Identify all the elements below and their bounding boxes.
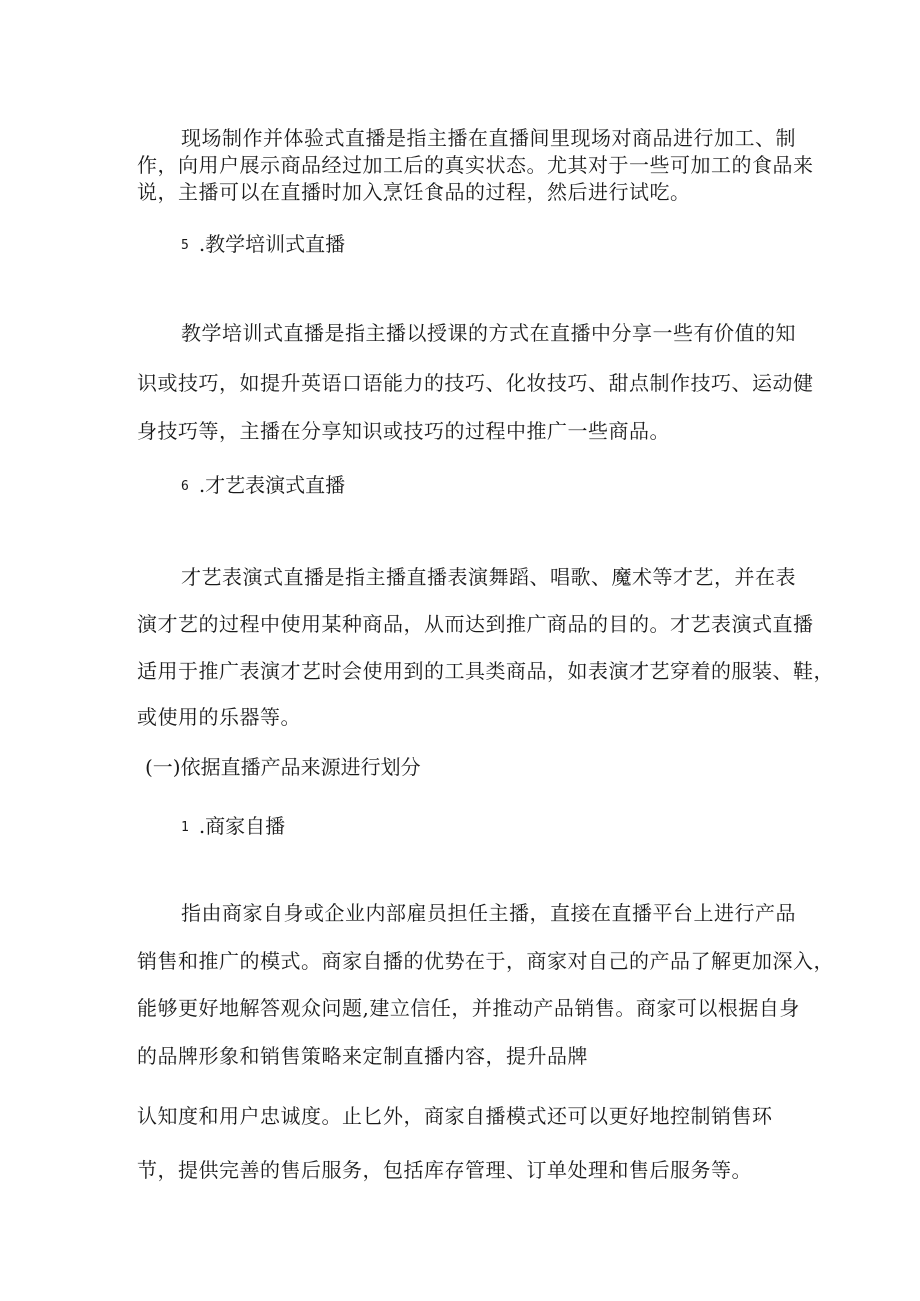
heading-text: .教学培训式直播: [198, 232, 346, 256]
paragraph-line: 演才艺的过程中使用某种商品，从而达到推广商品的目的。才艺表演式直播: [137, 612, 814, 636]
paragraph-line: 身技巧等，主播在分享知识或技巧的过程中推广一些商品。: [137, 419, 670, 443]
heading-number: 1: [181, 820, 189, 835]
paragraph-line: 或使用的乐器等。: [137, 705, 301, 729]
paragraph-line: 教学培训式直播是指主播以授课的方式在直播中分享一些有价值的知: [181, 321, 796, 345]
section-heading-6: [181, 472, 345, 500]
heading-text: .商家自播: [198, 814, 286, 838]
heading-text: .才艺表演式直播: [198, 473, 346, 497]
paragraph-line: 指由商家自身或企业内部雇员担任主播，直接在直播平台上进行产品: [181, 901, 796, 925]
paragraph-line: 的品牌形象和销售策略来定制直播内容，提升品牌: [137, 1044, 588, 1068]
heading-number: 5: [181, 238, 189, 253]
section-heading-5: [181, 231, 345, 259]
heading-number: 6: [181, 479, 189, 494]
paragraph-line: 才艺表演式直播是指主播直播表演舞蹈、唱歌、魔术等才艺，并在表: [181, 565, 796, 589]
paragraph-line: 能够更好地解答观众问题,建立信任，并推动产品销售。商家可以根据自身: [137, 996, 800, 1020]
paragraph-line: 节，提供完善的售后服务，包括库存管理、订单处理和售后服务等。: [137, 1158, 752, 1182]
section-title: (一)依据直播产品来源进行划分: [145, 755, 421, 779]
paragraph-line: 适用于推广表演才艺时会使用到的工具类商品，如表演才艺穿着的服装、鞋，: [137, 659, 834, 683]
section-heading-1: [181, 813, 285, 841]
paragraph-line: 现场制作并体验式直播是指主播在直播间里现场对商品进行加工、制: [181, 126, 796, 150]
paragraph-line: 作，向用户展示商品经过加工后的真实状态。尤其对于一些可加工的食品来: [137, 153, 814, 177]
paragraph-line: 销售和推广的模式。商家自播的优势在于，商家对自己的产品了解更加深入，: [137, 949, 834, 973]
paragraph-line: 识或技巧，如提升英语口语能力的技巧、化妆技巧、甜点制作技巧、运动健: [137, 371, 814, 395]
paragraph-line: 说，主播可以在直播时加入烹饪食品的过程，然后进行试吃。: [137, 180, 691, 204]
paragraph-line: 认知度和用户忠诚度。止匕外，商家自播模式还可以更好地控制销售环: [137, 1104, 773, 1128]
